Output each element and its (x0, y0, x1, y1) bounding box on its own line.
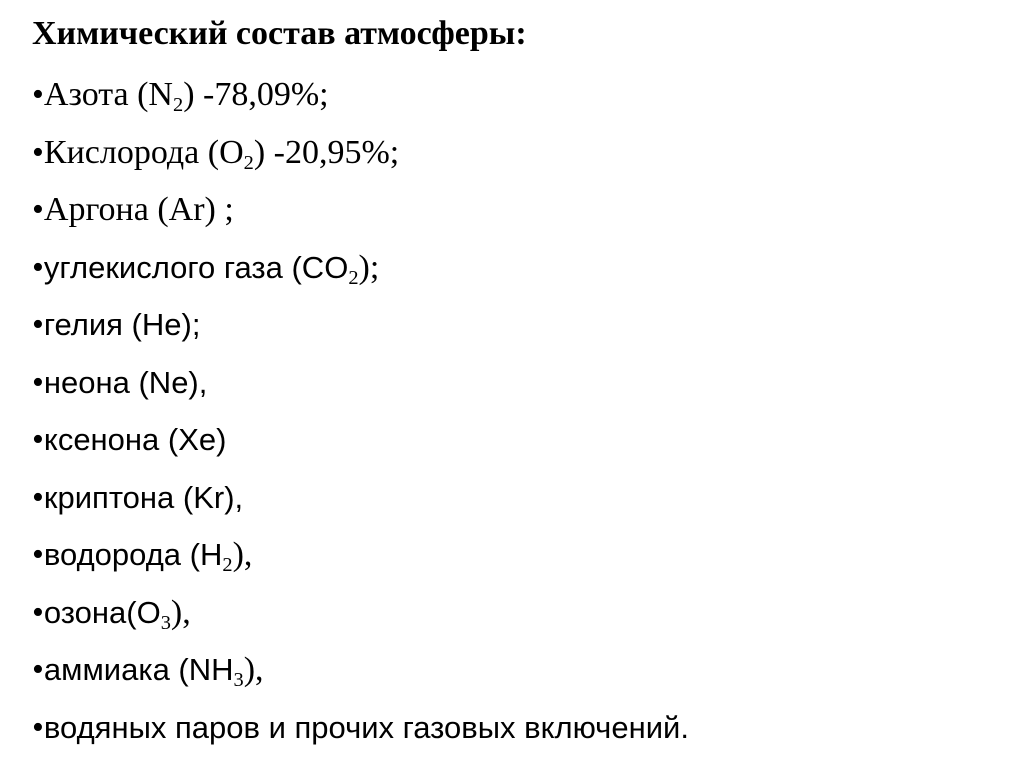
list-item (32, 699, 689, 757)
bullet-icon: • (32, 651, 44, 688)
item-text: гелия (He); (43, 307, 201, 342)
list-item (32, 296, 689, 354)
bullet-icon: • (32, 536, 44, 573)
item-text: криптона (Kr), (43, 479, 244, 515)
list-item (32, 469, 689, 527)
slide-title: Химический состав атмосферы: (32, 15, 527, 52)
item-text: водяных паров и прочих газовых включений. (43, 709, 689, 745)
item-text: Кислорода (O (43, 133, 244, 171)
item-rest: ); (358, 248, 380, 286)
item-subscript: 2 (348, 266, 359, 289)
bullet-icon: • (32, 708, 44, 746)
bullet-icon: • (32, 421, 44, 458)
list-item (32, 239, 689, 297)
item-text: углекислого газа (CO (43, 249, 349, 285)
item-text: аммиака (NH (43, 652, 234, 687)
bullet-icon: • (32, 593, 44, 631)
item-subscript: 3 (233, 669, 244, 692)
item-rest: ), (243, 651, 264, 688)
item-text: ксенона (Xe) (43, 422, 227, 457)
item-rest: ), (170, 593, 191, 631)
list-item (32, 124, 689, 182)
list-item (32, 584, 689, 642)
item-text: озона(O (43, 594, 161, 630)
item-text: Азота (N (43, 76, 173, 113)
bullet-icon: • (32, 133, 44, 171)
list-item (32, 181, 689, 239)
list-item (32, 66, 689, 124)
list-item (32, 526, 689, 584)
item-rest: ) -78,09%; (183, 76, 329, 113)
list-item (32, 354, 689, 412)
item-subscript: 2 (172, 94, 184, 117)
item-text: водорода (H (43, 537, 223, 572)
bullet-icon: • (32, 76, 44, 113)
list-item (32, 411, 689, 469)
item-text: Аргона (Ar) ; (43, 191, 234, 228)
item-text: неона (Ne), (43, 364, 208, 400)
list-item (32, 641, 689, 699)
bullet-icon: • (32, 191, 44, 228)
bullet-icon: • (32, 363, 44, 401)
item-rest: ) -20,95%; (253, 133, 400, 171)
bullet-icon: • (32, 306, 44, 343)
bullet-icon: • (32, 248, 44, 286)
item-rest: ), (232, 536, 253, 573)
bullet-icon: • (32, 478, 44, 516)
item-subscript: 2 (222, 554, 233, 577)
item-subscript: 3 (160, 611, 171, 634)
gas-list (32, 66, 689, 756)
item-subscript: 2 (243, 151, 254, 174)
